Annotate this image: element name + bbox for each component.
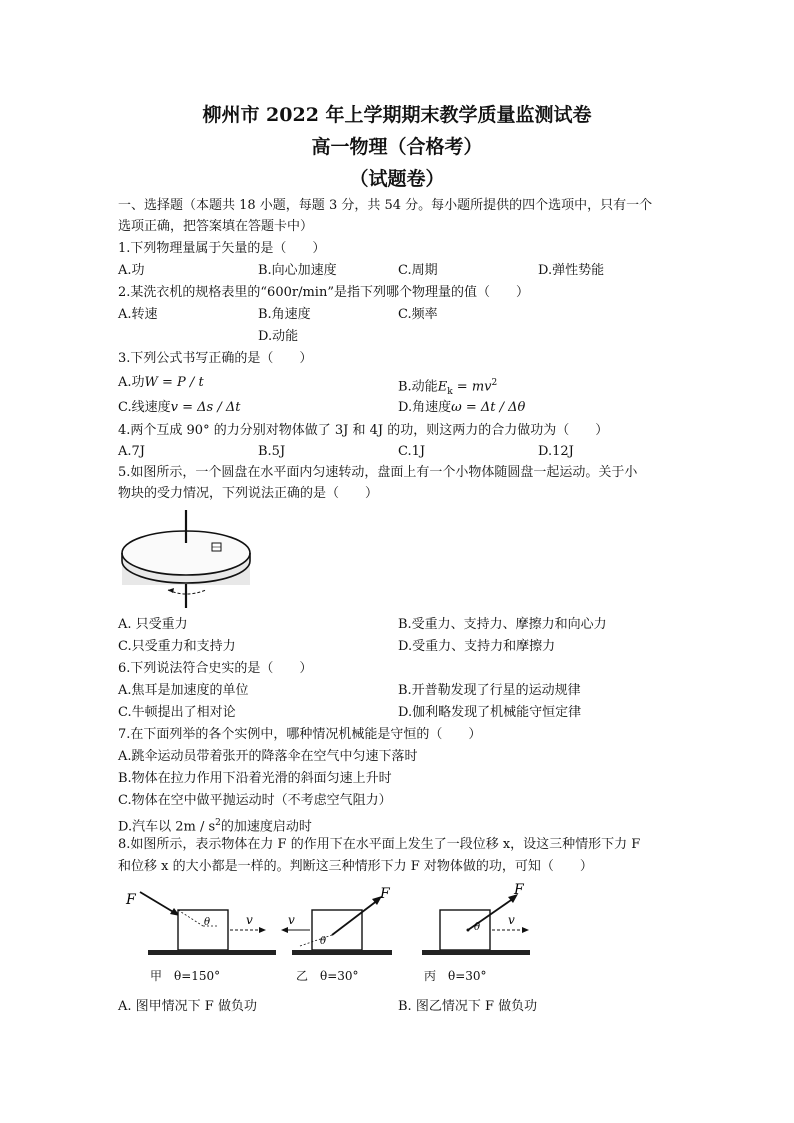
q2-option-b: B.角速度 [258, 307, 311, 322]
force-label-f: F [126, 892, 136, 908]
force-arrow [140, 892, 175, 913]
q2-option-a: A.转速 [118, 307, 158, 322]
q3-option-c [118, 400, 240, 416]
q8-option-b: B. 图乙情况下 F 做负功 [398, 999, 538, 1014]
q4-option-a: A.7J [118, 444, 146, 459]
fig-caption-yi: 乙 θ=30° [296, 969, 359, 983]
fig-caption-jia: 甲 θ=150° [150, 969, 221, 983]
q8-stem-line1: 8.如图所示，表示物体在力 F 的作用下在水平面上发生了一段位移 x，设这三种情形下力 F [118, 837, 641, 852]
q6-option-c: C.牛顿提出了相对论 [118, 705, 236, 720]
ground [148, 950, 276, 955]
q5-stem-line1: 5.如图所示，一个圆盘在水平面内匀速转动，盘面上有一个小物体随圆盘一起运动。关于小 [118, 465, 638, 480]
q5-stem-line2: 物块的受力情况，下列说法正确的是（ ） [118, 486, 379, 501]
fig-caption-bing: 丙 θ=30° [424, 969, 487, 983]
q3-option-a [118, 375, 204, 391]
velocity-label: v [246, 913, 253, 927]
q3-option-c-formula: v = Δs / Δt [170, 400, 241, 415]
q3-option-a-formula: W = P / t [144, 375, 204, 390]
q3-option-b: B.动能$E_k = mv^2$ [398, 378, 498, 397]
q7-stem: 7.在下面列举的各个实例中，哪种情况机械能是守恒的（ ） [118, 727, 482, 742]
theta-label: θ [204, 917, 211, 928]
q3-option-d-label: D.角速度 [398, 400, 452, 415]
q2-stem: 2.某洗衣机的规格表里的“600r/min”是指下列哪个物理量的值（ ） [118, 285, 529, 300]
q2-option-c: C.频率 [398, 307, 438, 322]
q6-stem: 6.下列说法符合史实的是（ ） [118, 661, 313, 676]
theta-label: θ [474, 922, 481, 933]
q3-option-a-label: A.功 [118, 375, 145, 390]
q8-stem-line2: 和位移 x 的大小都是一样的。判断这三种情形下力 F 对物体做的功，可知（ ） [118, 859, 593, 874]
q3-option-b-formula: E [437, 379, 448, 395]
velocity-label: v [508, 913, 515, 927]
q1-option-a: A.功 [118, 263, 145, 278]
force-label-f: F [380, 886, 390, 902]
q3-option-c-label: C.线速度 [118, 400, 171, 415]
q5-option-c: C.只受重力和支持力 [118, 639, 236, 654]
q5-option-a: A. 只受重力 [118, 617, 188, 632]
q7-option-d-text-rest: 的加速度启动时 [220, 819, 312, 835]
section-intro-line2: 选项正确，把答案填在答题卡中） [118, 219, 314, 234]
q3-option-b-label: B.动能 [398, 379, 438, 395]
paper-type-title: （试题卷） [349, 168, 445, 190]
theta-label: θ [320, 936, 327, 947]
q7-option-d-text: D.汽车以 2m / s [118, 819, 216, 835]
q5-option-d: D.受重力、支持力和摩擦力 [398, 639, 556, 654]
q6-option-b: B.开普勒发现了行星的运动规律 [398, 683, 581, 698]
q8-option-a: A. 图甲情况下 F 做负功 [118, 999, 257, 1014]
q1-option-b: B.向心加速度 [258, 263, 337, 278]
velocity-label: v [288, 913, 295, 927]
rotation-arrow-head [168, 588, 174, 593]
q3-option-d [398, 400, 525, 416]
subject-title: 高一物理（合格考） [311, 136, 483, 158]
ground [292, 950, 392, 955]
rotating-disc-figure [118, 508, 258, 610]
q4-option-d: D.12J [538, 444, 574, 459]
q2-option-d: D.动能 [258, 329, 299, 344]
q6-option-a: A.焦耳是加速度的单位 [118, 683, 249, 698]
q3-option-d-formula: ω = Δt / Δθ [451, 400, 526, 415]
q7-option-b: B.物体在拉力作用下沿着光滑的斜面匀速上升时 [118, 771, 392, 786]
q1-stem: 1.下列物理量属于矢量的是（ ） [118, 241, 326, 256]
q7-option-d: D.汽车以 $2m / s^2$的加速度启动时 [118, 818, 312, 835]
section-intro-line1: 一、选择题（本题共 18 小题，每题 3 分，共 54 分。每小题所提供的四个选项中，只有一个 [118, 198, 653, 213]
force-label-f: F [514, 882, 524, 898]
block [440, 910, 490, 950]
q4-stem: 4.两个互成 90° 的力分别对物体做了 3J 和 4J 的功，则这两力的合力做功为（ ） [118, 423, 609, 438]
q1-option-d: D.弹性势能 [538, 263, 605, 278]
q7-option-a: A.跳伞运动员带着张开的降落伞在空气中匀速下落时 [118, 749, 418, 764]
q6-option-d: D.伽利略发现了机械能守恒定律 [398, 705, 582, 720]
exam-title: 柳州市 2022 年上学期期末教学质量监测试卷 [202, 104, 592, 126]
q3-option-b-formula-rest: = mv [452, 379, 492, 395]
q1-option-c: C.周期 [398, 263, 438, 278]
q3-stem: 3.下列公式书写正确的是（ ） [118, 351, 313, 366]
ground [422, 950, 530, 955]
q4-option-c: C.1J [398, 444, 426, 459]
q4-option-b: B.5J [258, 444, 286, 459]
q7-option-c: C.物体在空中做平抛运动时（不考虑空气阻力） [118, 793, 392, 808]
q5-option-b: B.受重力、支持力、摩擦力和向心力 [398, 617, 607, 632]
block [178, 910, 228, 950]
